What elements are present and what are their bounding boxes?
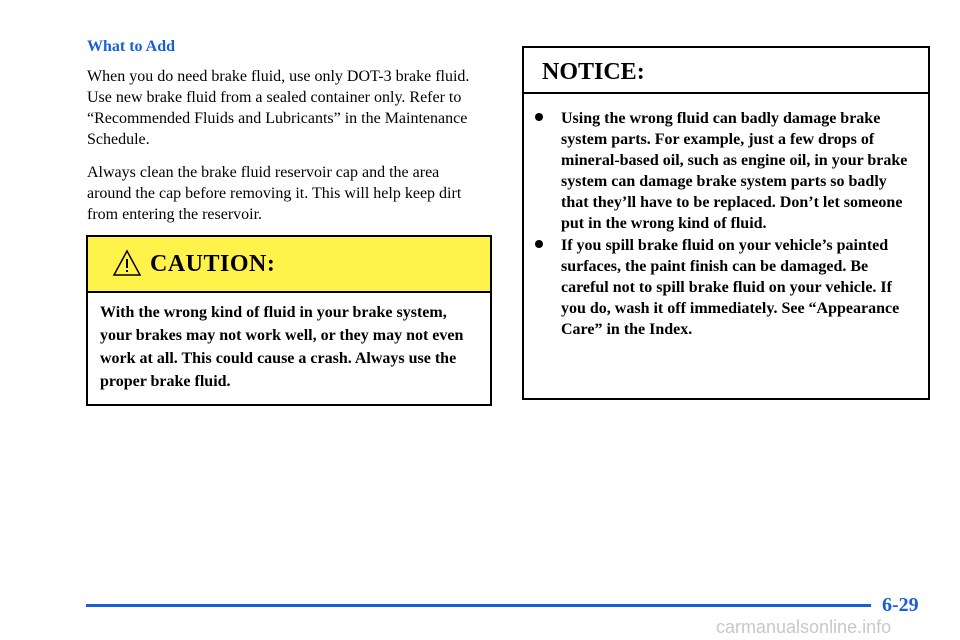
list-item xyxy=(524,235,914,340)
footer-rule xyxy=(86,604,871,607)
caution-text: With the wrong kind of fluid in your brake system, your brakes may not work well, or they may not even work at all. This could cause a crash. Always use the proper brake fluid. xyxy=(100,304,464,390)
notice-title: NOTICE: xyxy=(542,59,645,85)
warning-triangle-icon xyxy=(112,249,142,277)
bullet-icon xyxy=(535,240,543,248)
caution-title: CAUTION: xyxy=(150,251,276,277)
list-item xyxy=(524,108,914,234)
notice-item-text: If you spill brake fluid on your vehicle’s painted surfaces, the paint finish can be damaged. Be careful not to spill brake fluid on your vehicle. If you do, wash it off immediately. See “Appearance Care” in the Index. xyxy=(561,237,900,338)
page-number: 6-29 xyxy=(882,594,919,616)
paragraph-clean-cap: Always clean the brake fluid reservoir cap and the area around the cap before removing it. This will help keep dirt from entering the reservoir. xyxy=(87,164,462,223)
what-to-add-section xyxy=(87,38,487,237)
section-heading: What to Add xyxy=(87,38,176,55)
notice-item-text: Using the wrong fluid can badly damage brake system parts. For example, just a few drops of mineral-based oil, such as engine oil, in your brake system can damage brake system parts so badly that they’ll have to be replaced. Don’t let someone put in the wrong kind of fluid. xyxy=(561,110,908,232)
notice-header xyxy=(524,48,928,94)
bullet-icon xyxy=(535,113,543,121)
caution-box xyxy=(86,235,492,406)
caution-header xyxy=(88,237,490,293)
paragraph-brake-fluid-type: When you do need brake fluid, use only DOT-3 brake fluid. Use new brake fluid from a sealed container only. Refer to “Recommended Fluids and Lubricants” in the Maintenance Schedule. xyxy=(87,68,470,148)
notice-list xyxy=(524,94,928,340)
notice-box xyxy=(522,46,930,400)
watermark: carmanualsonline.info xyxy=(716,617,892,637)
